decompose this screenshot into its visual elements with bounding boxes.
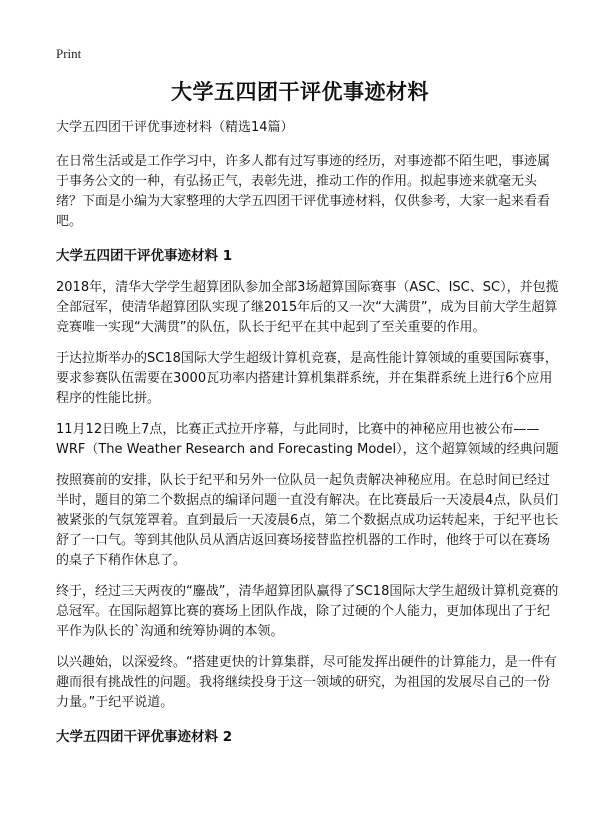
section-1-paragraph-3: 11月12日晚上7点，比赛正式拉开序幕，与此同时，比赛中的神秘应用也被公布——WRF（The Weather Research and Forecasting Model），这个超算领域的经典问题 xyxy=(56,422,559,457)
section-heading-2: 大学五四团干评优事迹材料 2 xyxy=(56,729,233,745)
document-subtitle: 大学五四团干评优事迹材料（精选14篇） xyxy=(56,120,294,135)
section-heading-1: 大学五四团干评优事迹材料 1 xyxy=(56,248,233,264)
intro-paragraph: 在日常生活或是工作学习中，许多人都有过写事迹的经历，对事迹都不陌生吧，事迹属于事务公文的一种，有弘扬正气，表彰先进，推动工作的作用。拟起事迹来就毫无头绪？下面是小编为大家整理的大学五四团干评优事迹材料，仅供参考，大家一起来看看吧。 xyxy=(56,154,551,229)
section-1-paragraph-4: 按照赛前的安排，队长于纪平和另外一位队员一起负责解决神秘应用。在总时间已经过半时，题目的第二个数据点的编译问题一直没有解决。在比赛最后一天凌晨4点，队员们被紧张的气氛笼罩着。直到最后一天凌晨6点，第二个数据点成功运转起来，于纪平也长舒了一口气。等到其他队员从酒店返回赛场接替监控机器的工作时，他终于可以在赛场的桌子下稍作休息了。 xyxy=(56,473,559,568)
section-1-paragraph-6: 以兴趣始，以深爱终。“搭建更快的计算集群，尽可能发挥出硬件的计算能力，是一件有趣而很有挑战性的问题。我将继续投身于这一领域的研究，为祖国的发展尽自己的一份力量。”于纪平说道。 xyxy=(56,655,557,710)
section-1-paragraph-2: 于达拉斯举办的SC18国际大学生超级计算机竞赛，是高性能计算领域的重要国际赛事，要求参赛队伍需要在3000瓦功率内搭建计算机集群系统，并在集群系统上进行6个应用程序的性能比拼。 xyxy=(56,351,558,406)
section-1-paragraph-5: 终于，经过三天两夜的“鏖战”，清华超算团队赢得了SC18国际大学生超级计算机竞赛的总冠军。在国际超算比赛的赛场上团队作战，除了过硬的个人能力，更加体现出了于纪平作为队长的`沟通和统筹协调的本领。 xyxy=(56,584,559,639)
document-body xyxy=(56,118,560,759)
section-1-paragraph-1: 2018年，清华大学学生超算团队参加全部3场超算国际赛事（ASC、ISC、SC），并包揽全部冠军，使清华超算团队实现了继2015年后的又一次“大满贯”，成为目前大学生超算竞赛唯一实现“大满贯”的队伍，队长于纪平在其中起到了至关重要的作用。 xyxy=(56,280,559,335)
page-title: 大学五四团干评优事迹材料 xyxy=(171,80,429,104)
print-link[interactable]: Print xyxy=(56,46,82,61)
